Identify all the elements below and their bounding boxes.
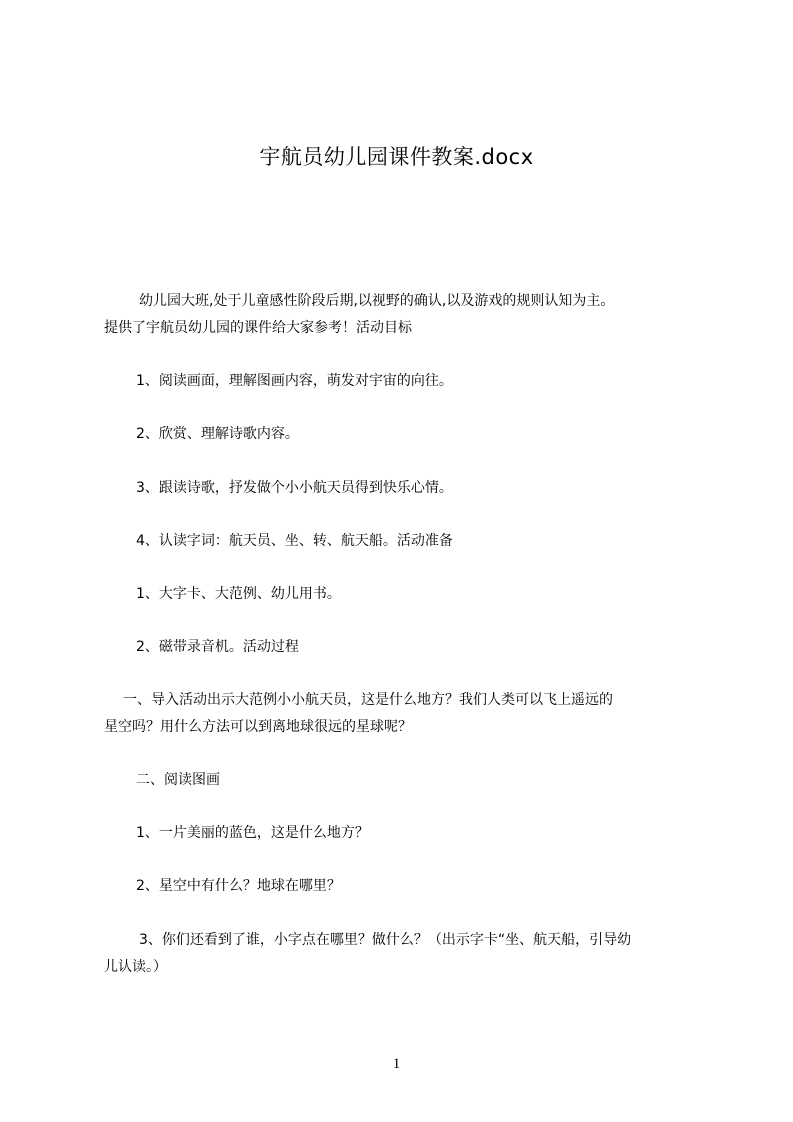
paragraph-process-2-item-3-line-1: 3、你们还看到了谁，小字点在哪里？做什么？（出示字卡“坐、航天船，引导幼 bbox=[139, 932, 632, 948]
paragraph-process-1-line-1: 一、导入活动出示大范例小小航天员，这是什么地方？我们人类可以飞上遥远的 bbox=[123, 692, 613, 708]
paragraph-goal-3: 3、跟读诗歌，抒发做个小小航天员得到快乐心情。 bbox=[136, 480, 453, 496]
paragraph-process-2-item-3-line-2: 儿认读。） bbox=[104, 959, 167, 975]
paragraph-process-1-line-2: 星空吗？用什么方法可以到离地球很远的星球呢？ bbox=[104, 719, 412, 735]
paragraph-prep-1: 1、大字卡、大范例、幼儿用书。 bbox=[136, 586, 341, 602]
paragraph-goal-1: 1、阅读画面，理解图画内容，萌发对宇宙的向往。 bbox=[136, 373, 453, 389]
paragraph-process-2-item-1: 1、一片美丽的蓝色，这是什么地方？ bbox=[136, 825, 369, 841]
paragraph-intro-line-2: 提供了宇航员幼儿园的课件给大家参考！活动目标 bbox=[104, 320, 412, 336]
paragraph-goal-4: 4、认读字词：航天员、坐、转、航天船。活动准备 bbox=[136, 533, 453, 549]
paragraph-process-2-item-2: 2、星空中有什么？地球在哪里？ bbox=[136, 878, 341, 894]
paragraph-process-2-heading: 二、阅读图画 bbox=[136, 772, 220, 788]
paragraph-prep-2: 2、磁带录音机。活动过程 bbox=[136, 639, 299, 655]
document-title: 宇航员幼儿园课件教案.docx bbox=[259, 145, 534, 169]
page-number: 1 bbox=[392, 1056, 401, 1072]
paragraph-goal-2: 2、欣赏、理解诗歌内容。 bbox=[136, 426, 299, 442]
paragraph-intro-line-1: 幼儿园大班,处于儿童感性阶段后期,以视野的确认,以及游戏的规则认知为主。 bbox=[139, 293, 615, 309]
